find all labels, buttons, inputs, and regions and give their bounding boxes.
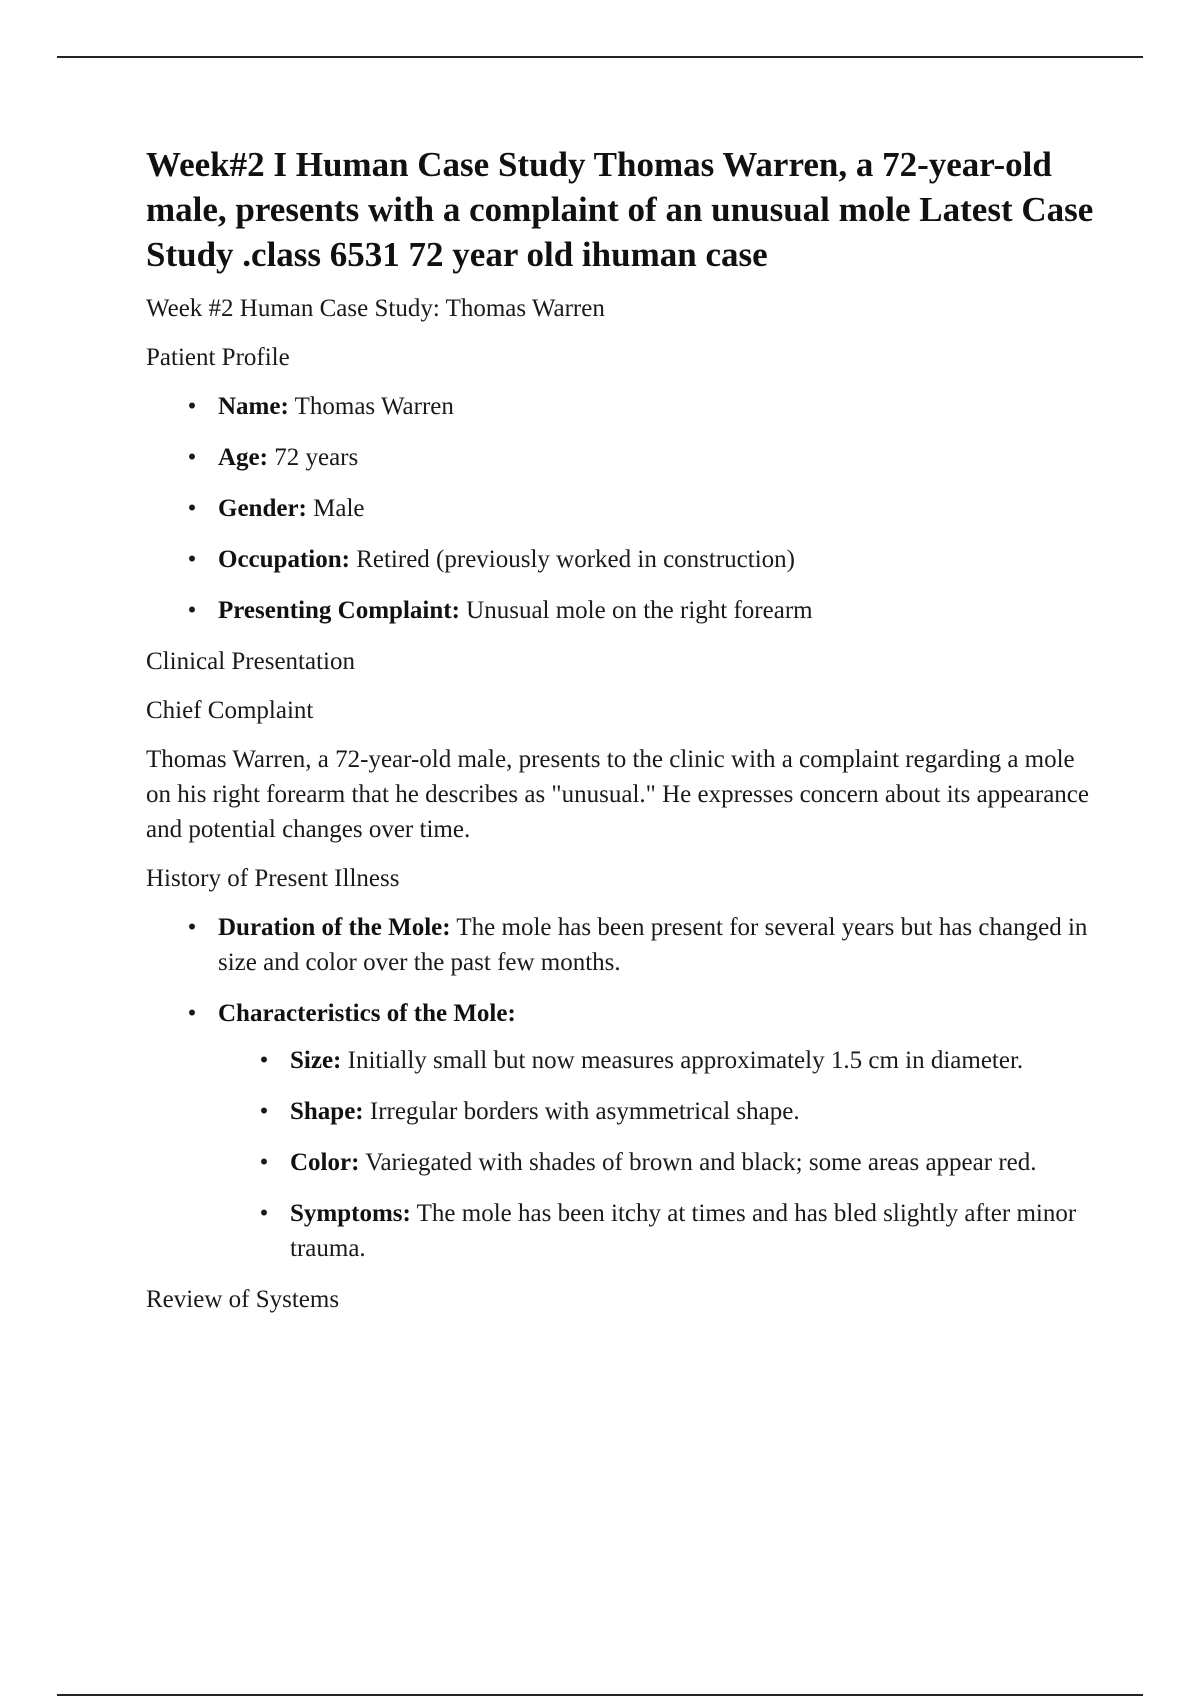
bullet-icon: •	[187, 495, 197, 522]
characteristics-list	[218, 1043, 1096, 1266]
hpi-list	[146, 910, 1096, 1266]
hpi-heading: History of Present Illness	[146, 865, 400, 892]
item-label: Duration of the Mole:	[218, 914, 451, 941]
list-item	[187, 389, 1096, 424]
list-item	[259, 1043, 1096, 1078]
bullet-icon: •	[187, 393, 197, 420]
item-label: Gender:	[218, 495, 307, 522]
bullet-icon: •	[187, 597, 197, 624]
item-value: The mole has been itchy at times and has bled slightly after minor trauma.	[290, 1200, 1077, 1262]
bottom-rule	[57, 1694, 1143, 1696]
subtitle: Week #2 Human Case Study: Thomas Warren	[146, 295, 605, 322]
list-item	[187, 910, 1096, 980]
bullet-icon: •	[259, 1098, 269, 1125]
review-of-systems-heading: Review of Systems	[146, 1286, 340, 1313]
bullet-icon: •	[259, 1149, 269, 1176]
bullet-icon: •	[187, 1000, 197, 1027]
item-value: Retired (previously worked in construction)	[349, 546, 795, 573]
document-title: Week#2 I Human Case Study Thomas Warren, a 72-year-old male, presents with a complaint of an unusual mole Latest Case Study .class 6531 72 year old ihuman case	[146, 145, 1094, 274]
item-label: Characteristics of the Mole:	[218, 1000, 516, 1027]
item-label: Size:	[290, 1047, 342, 1074]
top-rule	[57, 56, 1143, 58]
item-label: Presenting Complaint:	[218, 597, 460, 624]
bullet-icon: •	[259, 1047, 269, 1074]
document-body	[146, 142, 1096, 1331]
chief-complaint-heading: Chief Complaint	[146, 697, 314, 724]
list-item	[187, 491, 1096, 526]
item-value: Irregular borders with asymmetrical shape.	[363, 1098, 800, 1125]
bullet-icon: •	[187, 444, 197, 471]
clinical-presentation-heading: Clinical Presentation	[146, 648, 355, 675]
list-item	[259, 1094, 1096, 1129]
chief-complaint-text: Thomas Warren, a 72-year-old male, presents to the clinic with a complaint regarding a mole on his right forearm that he describes as "unusual." He expresses concern about its appearance and potential changes over time.	[146, 746, 1089, 843]
list-item	[187, 996, 1096, 1266]
item-value: Thomas Warren	[288, 393, 454, 420]
item-value: Male	[306, 495, 365, 522]
list-item	[259, 1145, 1096, 1180]
item-value: Initially small but now measures approximately 1.5 cm in diameter.	[341, 1047, 1024, 1074]
bullet-icon: •	[187, 546, 197, 573]
list-item	[259, 1196, 1096, 1266]
bullet-icon: •	[259, 1200, 269, 1227]
item-label: Age:	[218, 444, 268, 471]
item-value: Variegated with shades of brown and black; some areas appear red.	[359, 1149, 1037, 1176]
item-value: The mole has been present for several years but has changed in size and color over the past few months.	[218, 914, 1088, 976]
patient-profile-heading: Patient Profile	[146, 344, 290, 371]
list-item	[187, 440, 1096, 475]
item-label: Shape:	[290, 1098, 364, 1125]
list-item	[187, 593, 1096, 628]
patient-profile-list	[146, 389, 1096, 628]
bullet-icon: •	[187, 914, 197, 941]
item-value: Unusual mole on the right forearm	[459, 597, 813, 624]
item-value: 72 years	[267, 444, 359, 471]
item-label: Symptoms:	[290, 1200, 411, 1227]
item-label: Color:	[290, 1149, 360, 1176]
item-label: Name:	[218, 393, 289, 420]
item-label: Occupation:	[218, 546, 350, 573]
list-item	[187, 542, 1096, 577]
